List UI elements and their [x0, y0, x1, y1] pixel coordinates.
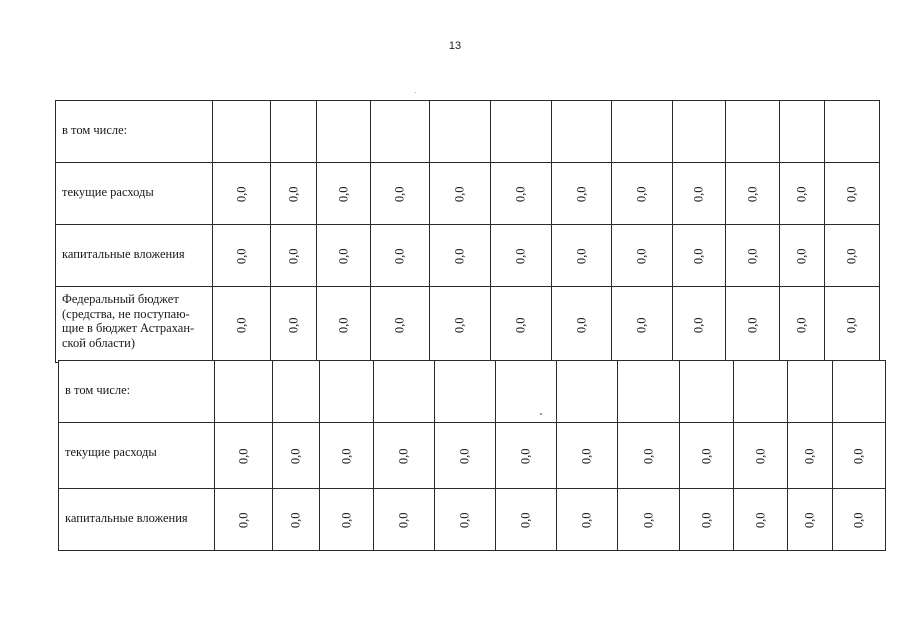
table-row — [59, 489, 886, 551]
value-cell — [612, 163, 673, 225]
value-cell — [726, 225, 780, 287]
value-cell — [371, 101, 430, 163]
value-cell — [780, 287, 825, 363]
value-cell — [833, 489, 886, 551]
value-cell — [215, 489, 273, 551]
value-cell — [680, 489, 734, 551]
value-cell — [374, 489, 435, 551]
row-label: текущие расходы — [56, 163, 213, 225]
value-cell — [680, 423, 734, 489]
value-cell — [496, 361, 557, 423]
value-cell — [491, 225, 552, 287]
row-label: в том числе: — [56, 101, 213, 163]
value-cell — [374, 423, 435, 489]
value-cell — [673, 225, 726, 287]
cell-value: 0,0 — [691, 247, 706, 264]
cell-value: 0,0 — [457, 447, 472, 464]
value-cell — [734, 489, 788, 551]
value-cell — [213, 101, 271, 163]
cell-value: 0,0 — [844, 316, 859, 333]
value-cell — [435, 361, 496, 423]
table-row — [59, 423, 886, 489]
value-cell — [780, 101, 825, 163]
row-label: текущие расходы — [59, 423, 215, 489]
value-cell — [552, 287, 612, 363]
cell-value: 0,0 — [802, 511, 817, 528]
value-cell — [213, 225, 271, 287]
scan-speck — [540, 413, 542, 415]
cell-value: 0,0 — [396, 511, 411, 528]
cell-value: 0,0 — [457, 511, 472, 528]
value-cell — [496, 489, 557, 551]
cell-value: 0,0 — [513, 316, 528, 333]
cell-value: 0,0 — [286, 316, 301, 333]
table-row — [56, 225, 880, 287]
value-cell — [780, 225, 825, 287]
cell-value: 0,0 — [634, 316, 649, 333]
table-row — [56, 163, 880, 225]
cell-value: 0,0 — [339, 447, 354, 464]
value-cell — [317, 101, 371, 163]
value-cell — [734, 361, 788, 423]
value-cell — [271, 287, 317, 363]
cell-value: 0,0 — [286, 185, 301, 202]
value-cell — [612, 287, 673, 363]
value-cell — [320, 423, 374, 489]
cell-value: 0,0 — [745, 247, 760, 264]
cell-value: 0,0 — [392, 316, 407, 333]
value-cell — [825, 163, 880, 225]
table-row — [59, 361, 886, 423]
cell-value: 0,0 — [452, 185, 467, 202]
cell-value: 0,0 — [234, 316, 249, 333]
cell-value: 0,0 — [518, 447, 533, 464]
value-cell — [496, 423, 557, 489]
value-cell — [213, 163, 271, 225]
cell-value: 0,0 — [579, 511, 594, 528]
cell-value: 0,0 — [699, 447, 714, 464]
cell-value: 0,0 — [513, 185, 528, 202]
cell-value: 0,0 — [336, 185, 351, 202]
cell-value: 0,0 — [753, 447, 768, 464]
cell-value: 0,0 — [699, 511, 714, 528]
value-cell — [673, 101, 726, 163]
cell-value: 0,0 — [579, 447, 594, 464]
value-cell — [320, 489, 374, 551]
value-cell — [833, 361, 886, 423]
budget-table-lower — [58, 360, 886, 551]
cell-value: 0,0 — [641, 447, 656, 464]
value-cell — [374, 361, 435, 423]
value-cell — [491, 101, 552, 163]
scan-speck — [415, 92, 416, 93]
value-cell — [273, 423, 320, 489]
value-cell — [788, 361, 833, 423]
cell-value: 0,0 — [574, 316, 589, 333]
value-cell — [273, 489, 320, 551]
value-cell — [430, 163, 491, 225]
value-cell — [430, 101, 491, 163]
cell-value: 0,0 — [396, 447, 411, 464]
value-cell — [435, 423, 496, 489]
value-cell — [213, 287, 271, 363]
value-cell — [680, 361, 734, 423]
row-label: в том числе: — [59, 361, 215, 423]
value-cell — [271, 163, 317, 225]
value-cell — [618, 361, 680, 423]
value-cell — [557, 423, 618, 489]
value-cell — [780, 163, 825, 225]
cell-value: 0,0 — [452, 247, 467, 264]
cell-value: 0,0 — [634, 247, 649, 264]
cell-value: 0,0 — [574, 247, 589, 264]
value-cell — [552, 101, 612, 163]
value-cell — [825, 287, 880, 363]
cell-value: 0,0 — [641, 511, 656, 528]
value-cell — [215, 423, 273, 489]
value-cell — [788, 489, 833, 551]
value-cell — [371, 163, 430, 225]
value-cell — [430, 287, 491, 363]
row-label: Федеральный бюджет (средства, не поступаю-щие в бюджет Астрахан-ской области) — [56, 287, 213, 363]
value-cell — [317, 225, 371, 287]
value-cell — [557, 361, 618, 423]
cell-value: 0,0 — [452, 316, 467, 333]
value-cell — [371, 287, 430, 363]
value-cell — [825, 101, 880, 163]
value-cell — [726, 163, 780, 225]
row-label: капитальные вложения — [56, 225, 213, 287]
value-cell — [726, 287, 780, 363]
value-cell — [825, 225, 880, 287]
value-cell — [317, 287, 371, 363]
value-cell — [612, 101, 673, 163]
value-cell — [271, 225, 317, 287]
cell-value: 0,0 — [518, 511, 533, 528]
cell-value: 0,0 — [794, 185, 809, 202]
cell-value: 0,0 — [392, 247, 407, 264]
value-cell — [833, 423, 886, 489]
cell-value: 0,0 — [691, 316, 706, 333]
cell-value: 0,0 — [574, 185, 589, 202]
value-cell — [552, 225, 612, 287]
cell-value: 0,0 — [336, 316, 351, 333]
value-cell — [726, 101, 780, 163]
value-cell — [273, 361, 320, 423]
cell-value: 0,0 — [236, 447, 251, 464]
cell-value: 0,0 — [234, 185, 249, 202]
value-cell — [491, 163, 552, 225]
value-cell — [557, 489, 618, 551]
cell-value: 0,0 — [794, 247, 809, 264]
cell-value: 0,0 — [286, 247, 301, 264]
cell-value: 0,0 — [691, 185, 706, 202]
value-cell — [673, 287, 726, 363]
table-row — [56, 101, 880, 163]
value-cell — [317, 163, 371, 225]
page-number: 13 — [448, 40, 462, 52]
value-cell — [320, 361, 374, 423]
cell-value: 0,0 — [844, 247, 859, 264]
cell-value: 0,0 — [513, 247, 528, 264]
table-row — [56, 287, 880, 363]
cell-value: 0,0 — [392, 185, 407, 202]
cell-value: 0,0 — [336, 247, 351, 264]
cell-value: 0,0 — [288, 511, 303, 528]
cell-value: 0,0 — [745, 185, 760, 202]
cell-value: 0,0 — [753, 511, 768, 528]
cell-value: 0,0 — [794, 316, 809, 333]
value-cell — [618, 489, 680, 551]
row-label: капитальные вложения — [59, 489, 215, 551]
cell-value: 0,0 — [851, 447, 866, 464]
cell-value: 0,0 — [844, 185, 859, 202]
value-cell — [430, 225, 491, 287]
value-cell — [618, 423, 680, 489]
value-cell — [491, 287, 552, 363]
value-cell — [673, 163, 726, 225]
value-cell — [552, 163, 612, 225]
value-cell — [371, 225, 430, 287]
cell-value: 0,0 — [745, 316, 760, 333]
cell-value: 0,0 — [234, 247, 249, 264]
value-cell — [788, 423, 833, 489]
cell-value: 0,0 — [802, 447, 817, 464]
cell-value: 0,0 — [634, 185, 649, 202]
cell-value: 0,0 — [236, 511, 251, 528]
value-cell — [612, 225, 673, 287]
value-cell — [215, 361, 273, 423]
value-cell — [435, 489, 496, 551]
cell-value: 0,0 — [288, 447, 303, 464]
cell-value: 0,0 — [339, 511, 354, 528]
budget-table-upper — [55, 100, 880, 363]
value-cell — [271, 101, 317, 163]
value-cell — [734, 423, 788, 489]
cell-value: 0,0 — [851, 511, 866, 528]
